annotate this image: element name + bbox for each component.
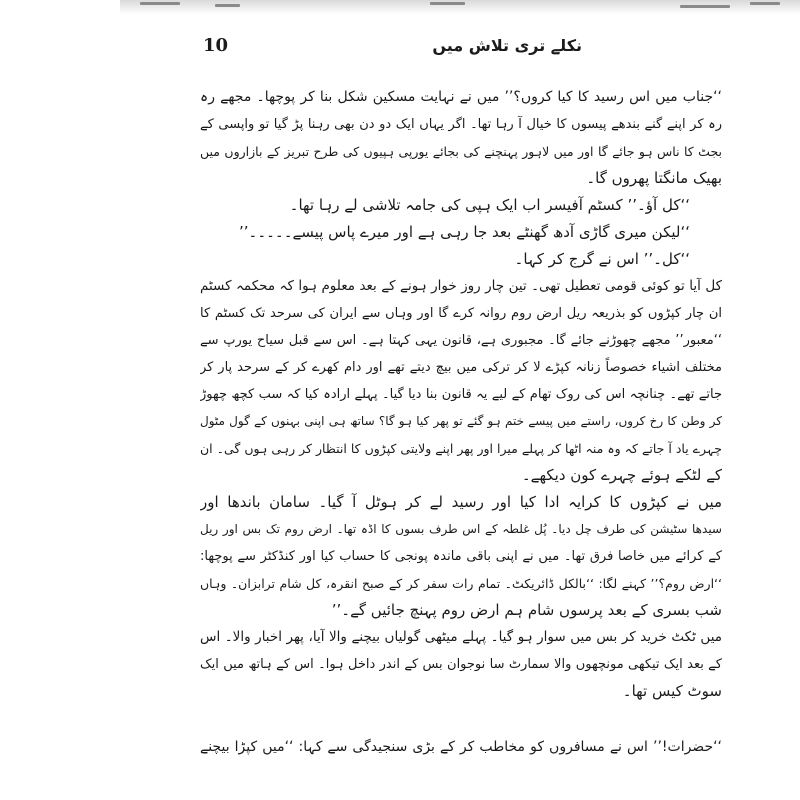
- text-line: بھیک مانگتا پھروں گا۔: [586, 169, 722, 187]
- text-line: بجٹ کا ناس ہو جائے گا اور میں لاہور پہنچنے کی بجائے یورپی ہپیوں کی طرح تبریز کے بازاروں میں: [200, 144, 722, 159]
- text-line: کل آیا تو کوئی قومی تعطیل تھی۔ تین چار روز خوار ہونے کے بعد معلوم ہوا کہ محکمہ کسٹم: [200, 278, 722, 294]
- text-line: سیدھا سٹیشن کی طرف چل دیا۔ پُل غلطہ کے اس طرف بسوں کا اڈہ تھا۔ ارض روم تک بس اور ریل: [200, 522, 722, 536]
- scan-mark: [140, 2, 180, 5]
- text-line: میں نے کپڑوں کا کرایہ ادا کیا اور رسید لے کر ہوٹل آ گیا۔ سامان باندھا اور: [200, 493, 722, 511]
- text-line: شب بسری کے بعد پرسوں شام ہم ارض روم پہنچ جائیں گے۔’’: [331, 601, 722, 619]
- page-number: 10: [203, 35, 229, 56]
- text-line: کر وطن کا رخ کروں، راستے میں پیسے ختم ہو گئے تو پھر کیا ہو گا؟ ساتھ ہی اپنی بہنوں کے گول مٹول: [200, 414, 722, 428]
- text-line: ‘‘حضرات!’’ اس نے مسافروں کو مخاطب کر کے بڑی سنجیدگی سے کہا: ‘‘میں کپڑا بیچنے: [200, 739, 722, 755]
- text-line: ‘‘لیکن میری گاڑی آدھ گھنٹے بعد جا رہی ہے اور میرے پاس پیسے۔۔۔۔۔’’: [239, 223, 690, 241]
- text-line: رہ کر اپنے گنے بندھے پیسوں کا خیال آ رہا تھا۔ اگر یہاں ایک دو دن بھی رہنا پڑ گیا تو واپسی کے: [200, 117, 722, 132]
- scan-mark: [750, 2, 780, 5]
- text-line: ‘‘ارض روم؟’’ کہنے لگا: ‘‘بالکل ڈائریکٹ۔ تمام رات سفر کر کے صبح انقرہ، کل شام ترابزان۔ وہاں: [200, 576, 722, 591]
- scan-edge: [120, 0, 800, 14]
- running-title: نکلے تری تلاش میں: [432, 36, 582, 55]
- scan-mark: [215, 4, 240, 7]
- text-line: جاتے تھے۔ چنانچہ اس کی روک تھام کے لیے یہ قانون بنا دیا گیا۔ پہلے ارادہ کیا کہ سب کچھ چھوڑ: [200, 387, 722, 402]
- text-line: ‘‘کل۔’’ اس نے گرج کر کہا۔: [514, 250, 690, 268]
- text-line: کے لٹکے ہوئے چہرے کون دیکھے۔: [521, 466, 722, 484]
- text-line: میں ٹکٹ خرید کر بس میں سوار ہو گیا۔ پہلے میٹھی گولیاں بیچنے والا آیا، پھر اخبار والا۔ اس: [200, 629, 722, 645]
- scan-mark: [680, 5, 730, 8]
- text-line: چہرے یاد آ جاتے کہ وہ منہ اٹھا کر پہلے میرا اور پھر اپنے ولایتی کپڑوں کا انتظار کر رہی ہوں گی۔ ان: [200, 441, 722, 456]
- text-line: ‘‘معبور’’ مجھے چھوڑنے جائے گا۔ مجبوری ہے، قانون یہی کہتا ہے۔ اس سے قبل سیاح یورپ سے: [200, 333, 722, 348]
- scan-mark: [430, 2, 465, 5]
- text-line: ‘‘جناب میں اس رسید کا کیا کروں؟’’ میں نے نہایت مسکین شکل بنا کر پوچھا۔ مجھے رہ: [200, 89, 722, 105]
- text-line: ان چار کپڑوں کو بذریعہ ریل ارض روم روانہ کرے گا اور وہاں سے ایران کی سرحد تک کسٹم کا: [200, 306, 722, 321]
- text-line: مختلف اشیاء خصوصاً زنانہ کپڑے لا کر ترکی میں بیچ دیتے تھے اور دام کھرے کر کے سرحد پار کر: [200, 360, 722, 375]
- text-line: ‘‘کل آؤ۔’’ کسٹم آفیسر اب ایک ہپی کی جامہ تلاشی لے رہا تھا۔: [289, 196, 690, 214]
- text-line: کے کرائے میں خاصا فرق تھا۔ میں نے اپنی باقی ماندہ پونجی کا حساب کیا اور کنڈکٹر سے پوچھا:: [200, 549, 722, 564]
- text-line: کے بعد ایک تیکھی مونچھوں والا سمارٹ سا نوجوان بس کے اندر داخل ہوا۔ اس کے ہاتھ میں ایک: [200, 657, 722, 672]
- body-text: [200, 84, 722, 761]
- text-line: سوٹ کیس تھا۔: [622, 682, 722, 700]
